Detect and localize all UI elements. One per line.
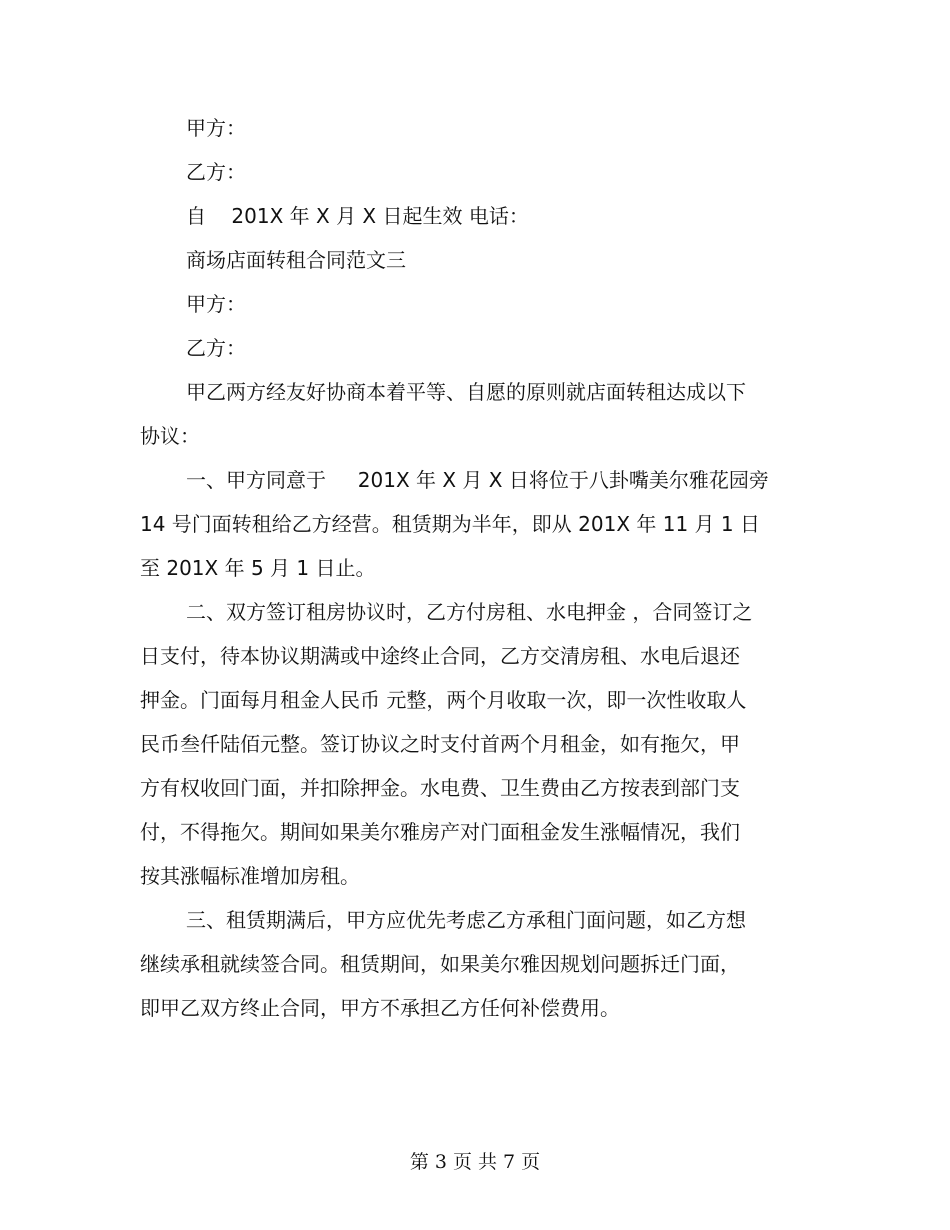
party-a-label: 甲方： [186,292,246,316]
paragraph-line: 甲乙两方经友好协商本着平等、自愿的原则就店面转租达成以下 [186,380,746,404]
party-b-label: 乙方： [186,336,246,360]
clause-2-line: 押金。门面每月租金人民币 元整，两个月收取一次，即一次性收取人 [140,688,747,712]
paragraph-line: 协议： [140,424,200,448]
effective-date-line: 自 201X 年 X 月 X 日起生效 电话： [186,204,529,228]
document-body [140,106,805,1030]
clause-2-line: 按其涨幅标准增加房租。 [140,864,360,888]
party-a-label: 甲方： [186,116,246,140]
page-number: 第 3 页 共 7 页 [409,1151,541,1173]
clause-1-line: 至 201X 年 5 月 1 日止。 [140,556,376,580]
party-b-label: 乙方： [186,160,246,184]
clause-2-line: 日支付，待本协议期满或中途终止合同，乙方交清房租、水电后退还 [140,644,740,668]
clause-3-line: 继续承租就续签合同。租赁期间，如果美尔雅因规划问题拆迁门面， [140,952,740,976]
clause-3-line: 即甲乙双方终止合同，甲方不承担乙方任何补偿费用。 [140,996,620,1020]
clause-3-line: 三、租赁期满后，甲方应优先考虑乙方承租门面问题，如乙方想 [186,908,746,932]
clause-2-line: 二、双方签订租房协议时，乙方付房租、水电押金 ，合同签订之 [186,600,753,624]
clause-2-line: 民币叁仟陆佰元整。签订协议之时支付首两个月租金，如有拖欠，甲 [140,732,740,756]
clause-1-line: 一、甲方同意于 201X 年 X 月 X 日将位于八卦嘴美尔雅花园旁 [186,468,769,492]
clause-2-line: 付，不得拖欠。期间如果美尔雅房产对门面租金发生涨幅情况，我们 [140,820,740,844]
section-title: 商场店面转租合同范文三 [186,248,406,272]
clause-2-line: 方有权收回门面，并扣除押金。水电费、卫生费由乙方按表到部门支 [140,776,740,800]
clause-1-line: 14 号门面转租给乙方经营。租赁期为半年，即从 201X 年 11 月 1 日 [140,512,760,536]
